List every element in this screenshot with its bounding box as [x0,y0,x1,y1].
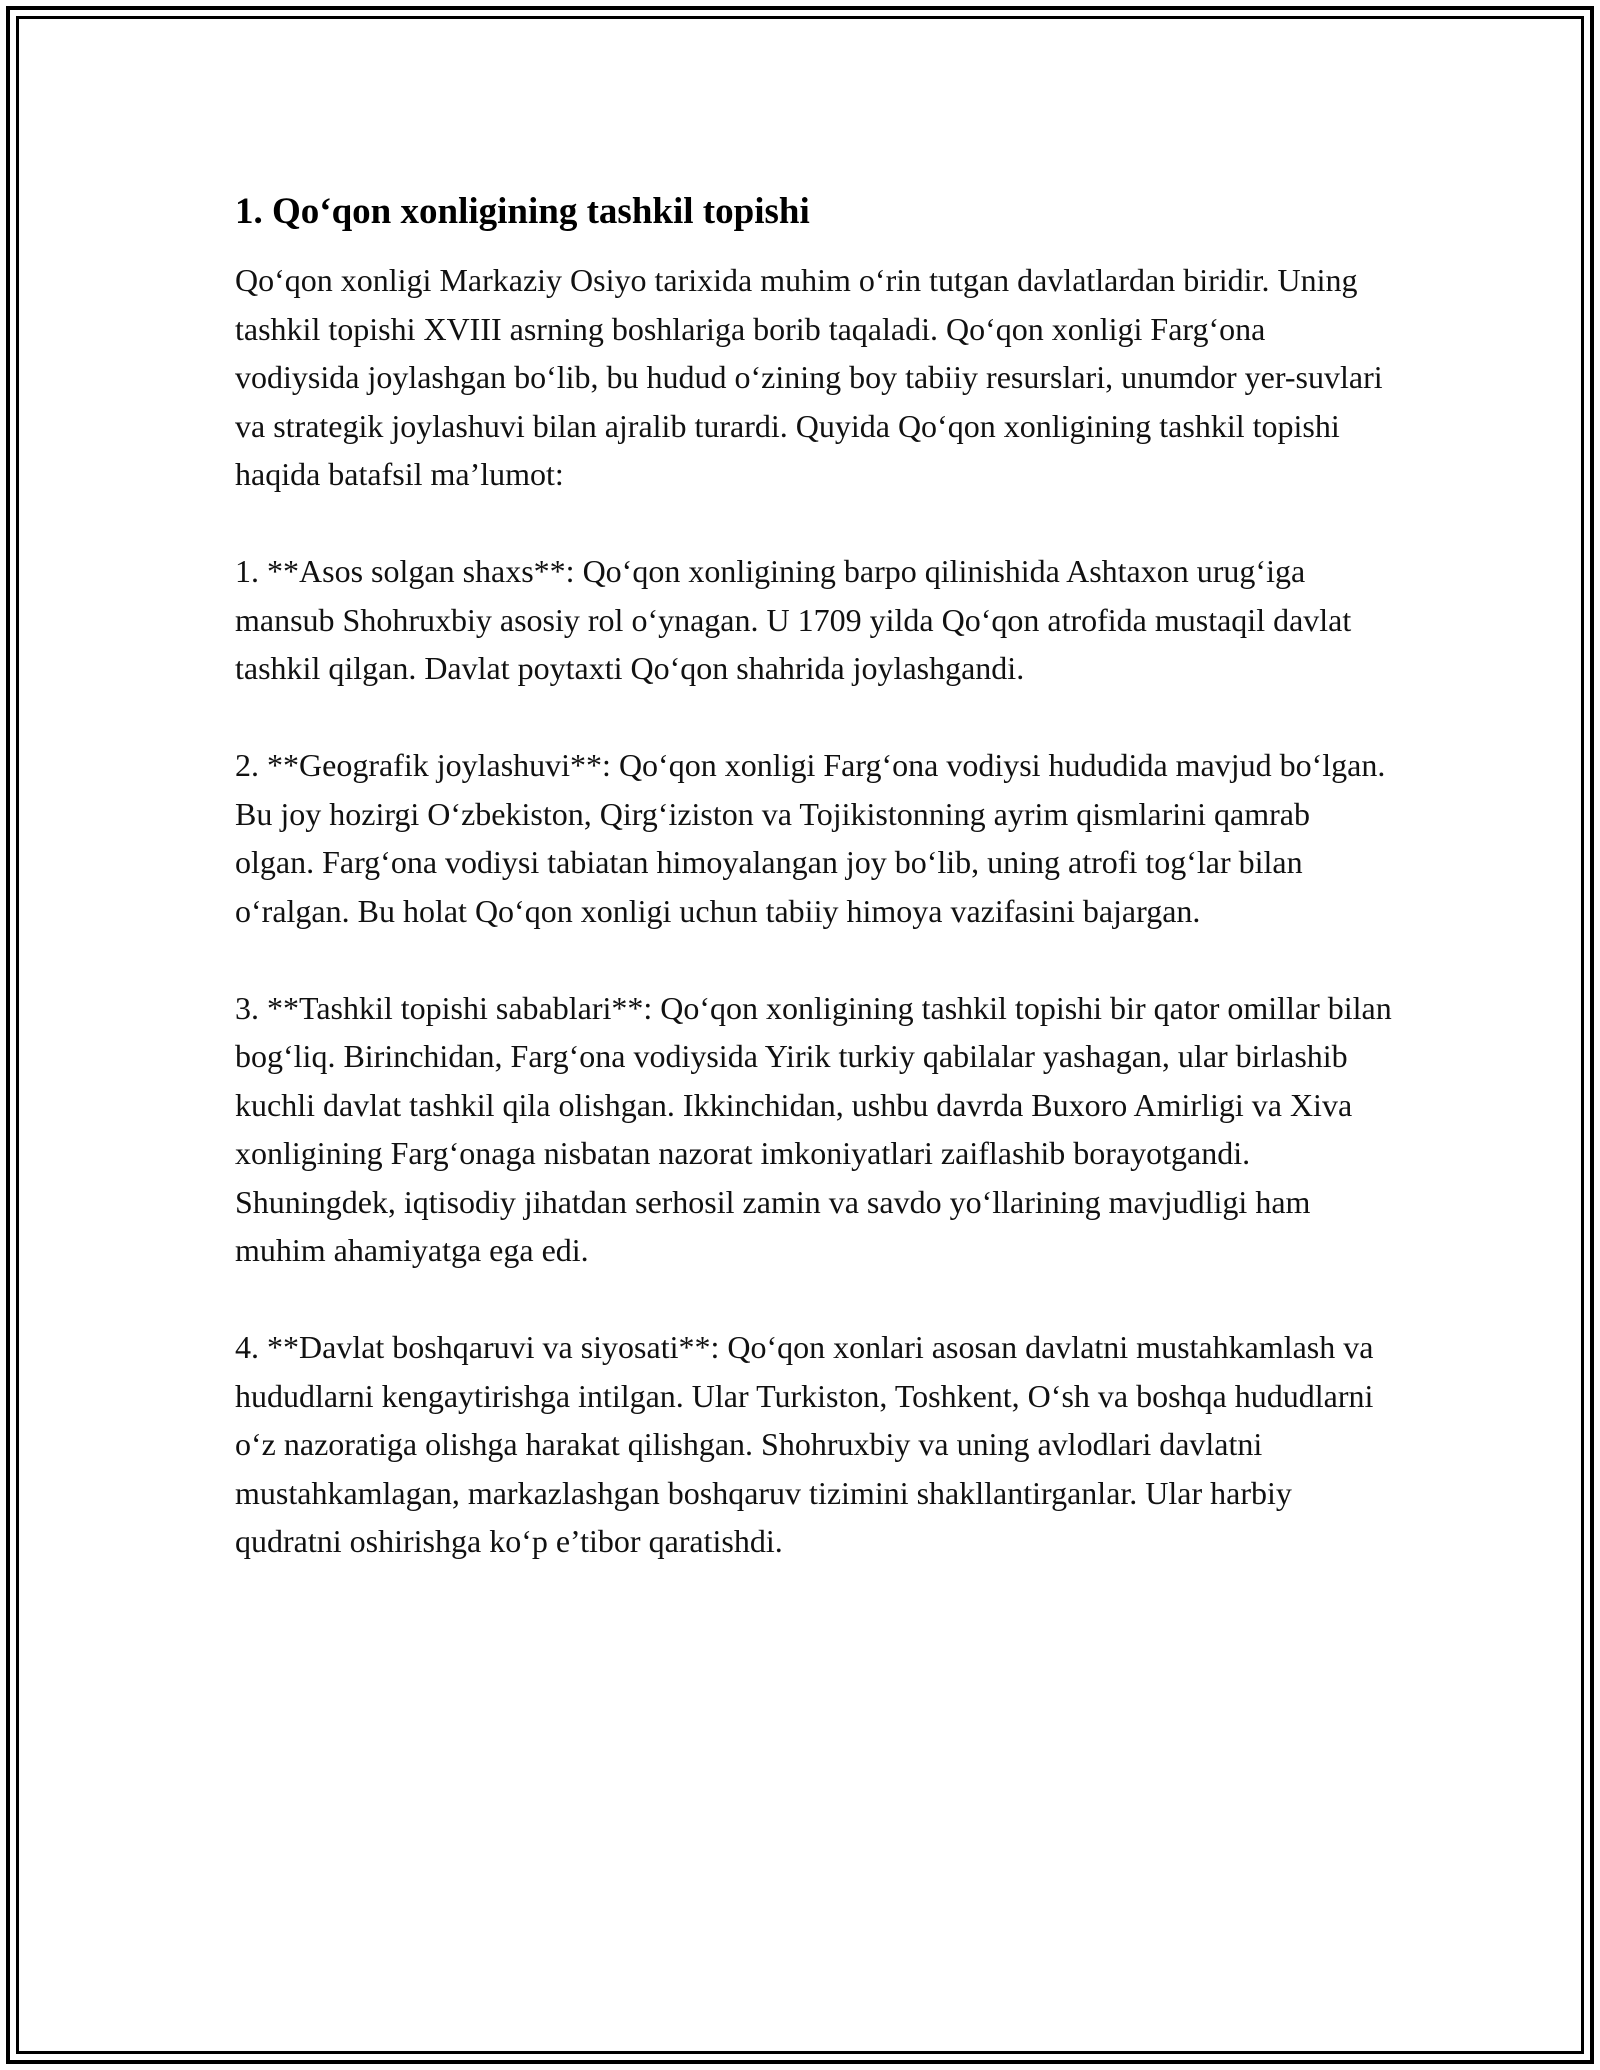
paragraph-reasons: 3. **Tashkil topishi sabablari**: Qo‘qon xonligining tashkil topishi bir qator omillar bilan bog‘liq. Birinchidan, Farg‘ona vodiysida Yirik turkiy qabilalar yashagan, ular birlashib kuchli davlat tashkil qila olishgan. Ikkinchidan, ushbu davrda Buxoro Amirligi va Xiva xonligining Farg‘onaga nisbatan nazorat imkoniyatlari zaiflashib borayotgandi. Shuningdek, iqtisodiy jihatdan serhosil zamin va savdo yo‘llarining mavjudligi ham muhim ahamiyatga ega edi. [235,989,1392,1268]
paragraph-governance: 4. **Davlat boshqaruvi va siyosati**: Qo‘qon xonlari asosan davlatni mustahkamlash va hududlarni kengaytirishga intilgan. Ular Turkiston, Toshkent, O‘sh va boshqa hududlarni o‘z nazoratiga olishga harakat qilishgan. Shohruxbiy va uning avlodlari davlatni mustahkamlagan, markazlashgan boshqaruv tizimini shakllantirganlar. Ular harbiy qudratni oshirishga ko‘p e’tibor qaratishdi. [235,1329,1374,1559]
paragraph-geography: 2. **Geografik joylashuvi**: Qo‘qon xonligi Farg‘ona vodiysi hududida mavjud bo‘lgan. Bu joy hozirgi O‘zbekiston, Qirg‘iziston va Tojikistonning ayrim qismlarini qamrab olgan. Farg‘ona vodiysi tabiatan himoyalangan joy bo‘lib, uning atrofi tog‘lar bilan o‘ralgan. Bu holat Qo‘qon xonligi uchun tabiiy himoya vazifasini bajargan. [235,747,1386,929]
section-heading: 1. Qo‘qon xonligining tashkil topishi [235,191,810,232]
document-body [235,188,1395,1614]
paragraph-founder: 1. **Asos solgan shaxs**: Qo‘qon xonligining barpo qilinishida Ashtaxon urug‘iga mansub Shohruxbiy asosiy rol o‘ynagan. U 1709 yilda Qo‘qon atrofida mustaqil davlat tashkil qilgan. Davlat poytaxti Qo‘qon shahrida joylashgandi. [235,553,1352,686]
intro-paragraph: Qo‘qon xonligi Markaziy Osiyo tarixida muhim o‘rin tutgan davlatlardan biridir. Uning tashkil topishi XVIII asrning boshlariga borib taqaladi. Qo‘qon xonligi Farg‘ona vodiysida joylashgan bo‘lib, bu hudud o‘zining boy tabiiy resurslari, unumdor yer-suvlari va strategik joylashuvi bilan ajralib turardi. Quyida Qo‘qon xonligining tashkil topishi haqida batafsil ma’lumot: [235,262,1383,492]
